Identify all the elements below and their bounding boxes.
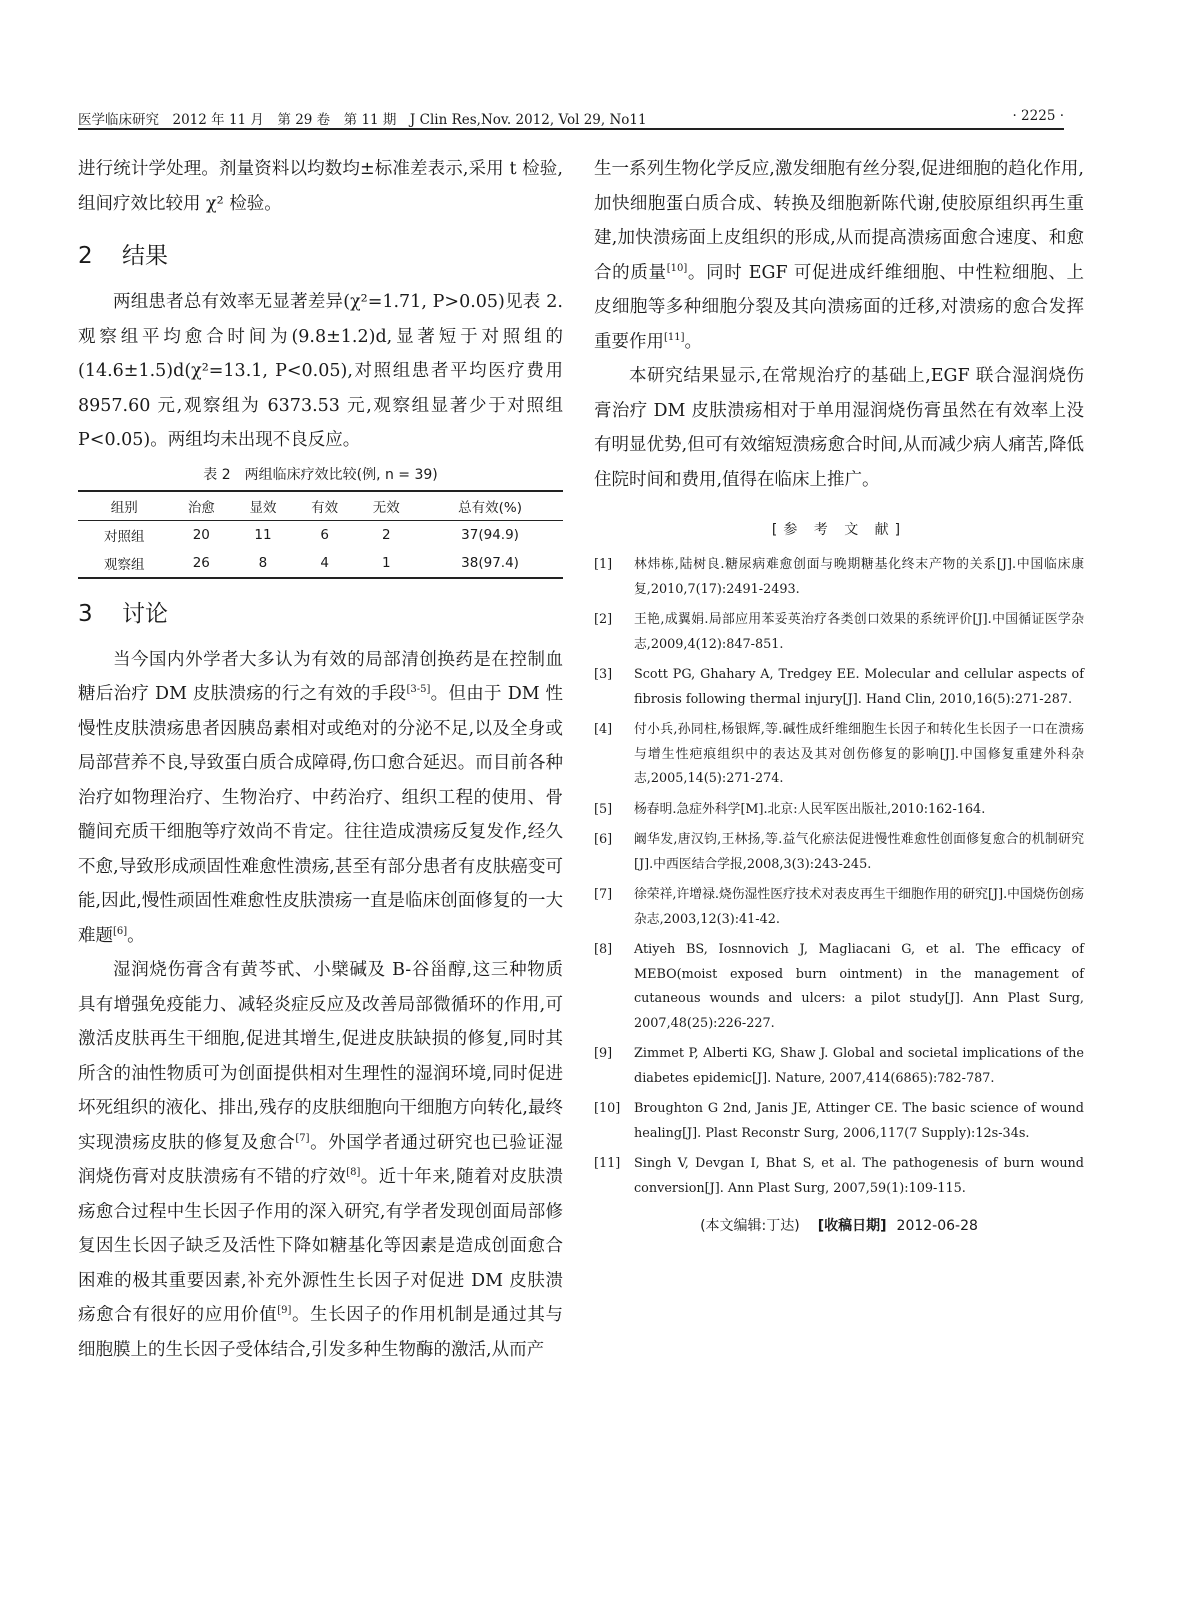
- table-caption: 表 2 两组临床疗效比较(例, n = 39): [203, 466, 438, 483]
- citation: [7]: [295, 1132, 310, 1144]
- reference-text: Zimmet P, Alberti KG, Shaw J. Global and societal implications of the diabetes epidemic[J]. Nature, 2007,414(6865):782-787.: [634, 1046, 1084, 1086]
- table-cell: 6: [320, 526, 329, 543]
- conclusion-paragraph: 本研究结果显示,在常规治疗的基础上,EGF 联合湿润烧伤膏治疗 DM 皮肤溃疡相对于单用湿润烧伤膏虽然在有效率上没有明显优势,但可有效缩短溃疡愈合时间,从而减少病人痛苦,降低住院时间和费用,值得在临床上推广。: [594, 366, 1084, 490]
- reference-text: Atiyeh BS, Iosnnovich J, Magliacani G, et al. The efficacy of MEBO(moist exposed burn ointment) in the management of cutaneous wounds and ulcers: a pilot study[J]. Ann Plast Surg, 2007,48(25):226-227.: [634, 942, 1084, 1031]
- left-column: [78, 152, 563, 1367]
- citation: [3-5]: [406, 684, 431, 696]
- citation: [11]: [664, 331, 685, 343]
- reference-item: [594, 1097, 1084, 1146]
- column-header: 总有效(%): [417, 491, 563, 521]
- text-run: 。同时 EGF 可促进成纤维细胞、中性粒细胞、上皮细胞等多种细胞分裂及其向溃疡面的迁移,对溃疡的愈合发挥重要作用: [594, 262, 1084, 352]
- received-date: 2012-06-28: [896, 1218, 978, 1234]
- section-number: 3: [78, 600, 93, 627]
- editor-line: [594, 1215, 1084, 1235]
- table-cell: 2: [381, 526, 391, 543]
- column-header: 有效: [294, 491, 356, 521]
- reference-list: [594, 553, 1084, 1201]
- reference-number: [6]: [594, 832, 613, 847]
- table-cell: 1: [355, 549, 417, 578]
- table-cell: 4: [294, 549, 356, 578]
- reference-number: [5]: [594, 801, 613, 817]
- column-header: 无效: [355, 491, 417, 521]
- reference-item: [594, 798, 1084, 823]
- reference-number: [11]: [594, 1156, 621, 1171]
- reference-number: [7]: [594, 887, 613, 902]
- intro-paragraph: 进行统计学处理。剂量资料以均数均±标准差表示,采用 t 检验,组间疗效比较用 χ² 检验。: [78, 159, 563, 214]
- reference-number: [8]: [594, 942, 613, 957]
- reference-text: 林炜栋,陆树良.糖尿病难愈创面与晚期糖基化终末产物的关系[J].中国临床康复,2010,7(17):2491-2493.: [634, 557, 1084, 597]
- reference-item: [594, 1152, 1084, 1201]
- text-run: 。生长因子的作用机制是通过其与细胞膜上的生长因子受体结合,引发多种生物酶的激活,从而产: [78, 1305, 564, 1360]
- text-run: 。: [684, 331, 703, 352]
- reference-item: [594, 608, 1084, 657]
- text-run: 。但由于 DM 性慢性皮肤溃疡患者因胰岛素相对或绝对的分泌不足,以及全身或局部营养不良,导致蛋白质合成障碍,伤口愈合延迟。而目前各种治疗如物理治疗、生物治疗、中药治疗、组织工程的使用、骨髓间充质干细胞等疗效尚不肯定。往往造成溃疡反复发作,经久不愈,导致形成顽固性难愈性溃疡,甚至有部分患者有皮肤癌变可能,因此,慢性顽固性难愈性皮肤溃疡一直是临床创面修复的一大难题: [78, 684, 564, 946]
- citation: [10]: [666, 262, 688, 274]
- text-run: 当今国内外学者大多认为有效的局部清创换药是在控制血糖后治疗 DM 皮肤溃疡的行之有效的手段: [78, 649, 563, 704]
- reference-number: [2]: [594, 612, 613, 627]
- section-title: 结果: [122, 243, 168, 269]
- text-run: 。外国学者通过研究也已验证湿润烧伤膏对皮肤溃疡有不错的疗效: [78, 1132, 564, 1187]
- table-cell: 38(97.4): [417, 549, 563, 578]
- reference-number: [10]: [594, 1101, 621, 1116]
- reference-text: 阚华发,唐汉钧,王林扬,等.益气化瘀法促进慢性难愈性创面修复愈合的机制研究[J].中西医结合学报,2008,3(3):243-245.: [634, 832, 1084, 872]
- reference-number: [4]: [594, 722, 613, 737]
- table-cell: 8: [232, 549, 294, 578]
- column-header: 组别: [78, 491, 170, 521]
- section-number: 2: [78, 243, 93, 269]
- table-header-row: [78, 491, 563, 521]
- journal-info: 医学临床研究 2012 年 11 月 第 29 卷 第 11 期 J Clin Res,Nov. 2012, Vol 29, No11: [78, 112, 647, 128]
- reference-item: [594, 883, 1084, 932]
- reference-item: [594, 938, 1084, 1036]
- table-cell: 37(94.9): [461, 526, 519, 543]
- reference-text: Singh V, Devgan I, Bhat S, et al. The pathogenesis of burn wound conversion[J]. Ann Plast Surg, 2007,59(1):109-115.: [634, 1156, 1084, 1196]
- reference-text: 付小兵,孙同柱,杨银辉,等.碱性成纤维细胞生长因子和转化生长因子一口在溃疡与增生性疤痕组织中的表达及其对创伤修复的影响[J].中国修复重建外科杂志,2005,14(5):271-274.: [634, 722, 1084, 786]
- reference-text: Broughton G 2nd, Janis JE, Attinger CE. The basic science of wound healing[J]. Plast Reconstr Surg, 2006,117(7 Supply):12s-34s.: [634, 1101, 1084, 1141]
- table-cell: 观察组: [78, 549, 170, 578]
- reference-text: 徐荣祥,许增禄.烧伤湿性医疗技术对表皮再生干细胞作用的研究[J].中国烧伤创疡杂志,2003,12(3):41-42.: [634, 887, 1084, 927]
- section-heading-results: [78, 239, 563, 273]
- column-header: 治愈: [170, 491, 232, 521]
- reference-number: [3]: [594, 667, 613, 682]
- citation: [8]: [346, 1167, 361, 1179]
- reference-number: [9]: [594, 1046, 613, 1061]
- table-cell: 20: [192, 526, 210, 543]
- table-row: [78, 549, 563, 578]
- editor-note: (本文编辑:丁达): [700, 1218, 800, 1234]
- received-label: [收稿日期]: [817, 1218, 887, 1234]
- table-cell: 26: [170, 549, 232, 578]
- reference-text: Scott PG, Ghahary A, Tredgey EE. Molecular and cellular aspects of fibrosis following thermal injury[J]. Hand Clin, 2010,16(5):271-287.: [634, 667, 1084, 707]
- reference-text: 王艳,成翼娟.局部应用苯妥英治疗各类创口效果的系统评价[J].中国循证医学杂志,2009,4(12):847-851.: [634, 612, 1084, 652]
- text-run: 。近十年来,随着对皮肤溃疡愈合过程中生长因子作用的深入研究,有学者发现创面局部修复因生长因子缺乏及活性下降如糖基化等因素是造成创面愈合困难的极其重要因素,补充外源性生长因子对促进 DM 皮肤溃疡愈合有很好的应用价值: [78, 1167, 563, 1325]
- table-cell: 11: [254, 526, 272, 543]
- citation: [6]: [113, 925, 128, 937]
- right-column: [594, 152, 1084, 1235]
- continued-paragraph: [594, 152, 1084, 359]
- reference-item: [594, 828, 1084, 877]
- page-number: · 2225 ·: [1012, 108, 1064, 124]
- reference-text: 杨春明.急症外科学[M].北京:人民军医出版社,2010:162-164.: [634, 801, 986, 817]
- discussion-paragraph-1: [78, 643, 563, 954]
- reference-item: [594, 553, 1084, 602]
- reference-number: [1]: [594, 557, 613, 572]
- running-header: [78, 106, 1064, 130]
- section-title: 讨论: [122, 600, 168, 627]
- reference-item: [594, 1042, 1084, 1091]
- table-cell: 对照组: [103, 528, 145, 545]
- text-run: 生一系列生物化学反应,激发细胞有丝分裂,促进细胞的趋化作用,加快细胞蛋白质合成、转换及细胞新陈代谢,使胶原组织再生重建,加快溃疡面上皮组织的形成,从而提高溃疡面愈合速度、和愈合的质量: [594, 159, 1084, 283]
- discussion-paragraph-2: [78, 953, 563, 1367]
- citation: [9]: [277, 1305, 292, 1317]
- text-run: 湿润烧伤膏含有黄芩甙、小檗碱及 B-谷甾醇,这三种物质具有增强免疫能力、减轻炎症反应及改善局部微循环的作用,可激活皮肤再生干细胞,促进其增生,促进皮肤缺损的修复,同时其所含的油性物质可为创面提供相对生理性的湿润环境,同时促进坏死组织的液化、排出,残存的皮肤细胞向干细胞方向转化,最终实现溃疡皮肤的修复及愈合: [78, 960, 563, 1153]
- results-paragraph: 两组患者总有效率无显著差异(χ²=1.71, P>0.05)见表 2.观察组平均愈合时间为(9.8±1.2)d,显著短于对照组的(14.6±1.5)d(χ²=13.1, P<0.05),对照组患者平均医疗费用 8957.60 元,观察组为 6373.53 元,观察组显著少于对照组 P<0.05)。两组均未出现不良反应。: [78, 292, 563, 450]
- section-heading-discussion: [78, 597, 563, 631]
- efficacy-table: [78, 490, 563, 579]
- column-header: 显效: [232, 491, 294, 521]
- reference-item: [594, 663, 1084, 712]
- text-run: 。: [127, 925, 145, 946]
- reference-item: [594, 718, 1084, 792]
- references-heading: [参 考 文 献]: [771, 522, 907, 538]
- table-row: [78, 520, 563, 549]
